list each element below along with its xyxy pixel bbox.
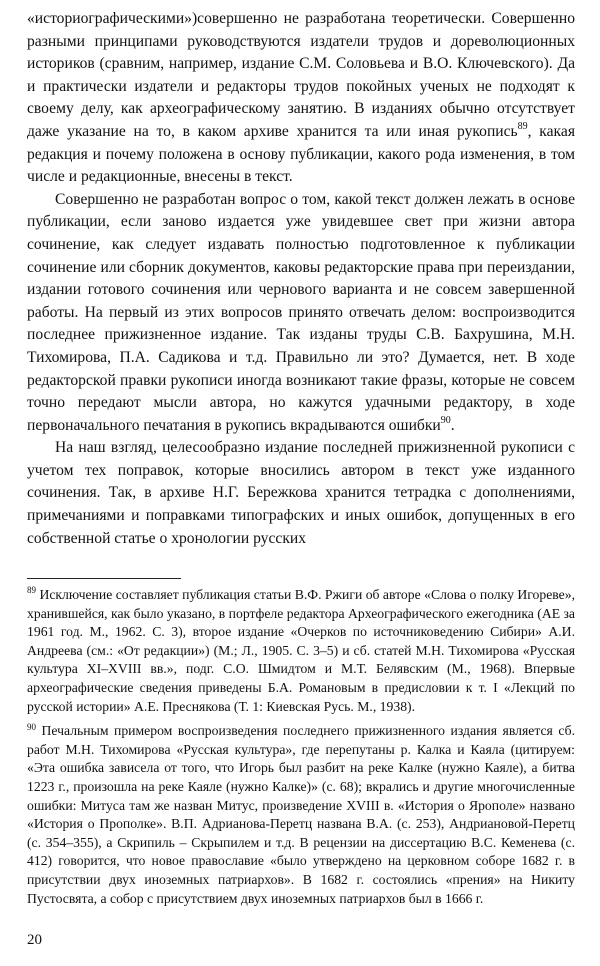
footnote-90 [27,722,575,908]
footnote-ref-90: 90 [440,414,451,426]
paragraph-text-after: , какая редакция и почему положена в основу публикации, какого рода изменения, в том числе и редакционные, внесены в текст. [27,122,575,186]
paragraph-text: «историографическими»)совершенно не разработана теоретически. Совершенно разными принципами руководствуются издатели трудов и дореволюционных историков (сравним, например, издание С.М. Соловьева и В.О. Ключевского). Да и практически издатели и редакторы трудов покойных ученых не подходят к своему делу, как археографическому занятию. В изданиях обычно отсутствует даже указание на то, в каком архиве хранится та или иная рукопись [27,10,575,140]
paragraph-text: На наш взгляд, целесообразно издание последней прижизненной рукописи с учетом тех поправок, которые вносились автором в текст уже изданного сочинения. Так, в архиве Н.Г. Бережкова хранится тетрадка с дополнениями, примечаниями и поправками типографских и иных ошибок, допущенных в его собственной статье о хронологии русских [27,439,575,547]
footnote-number: 90 [27,721,36,732]
footnote-89 [27,586,575,716]
footnote-text: Печальным примером воспроизведения последнего прижизненного издания является сб. работ М.Н. Тихомирова «Русская культура», где перепутаны р. Калка и Каяла (цитируем: «Эта ошибка зависела от того, что Игорь был разбит на реке Калке (нужно Каяле), а битва 1223 г., произошла на реке Каяле (нужно Калке)» (с. 68); вкрались и другие многочисленные ошибки: Митуса там же назван Митус, произведение XVIII в. «История о Ярополе» названо «История о Прополке». В.П. Адрианова-Перетц названа В.А. (с. 253), Андриановой-Перетц (с. 354–355), а Скрипиль – Скрыпилем и т.д. В рецензии на диссертацию В.С. Кеменева (с. 412) говорится, что новое православие «было утверждено на церковном соборе 1682 г. в присутствии двух иноземных патриархов». В 1682 г. состоялись «прения» на Никиту Пустосвята, а собор с присутствием двух иноземных патриархов был в 1666 г. [27,723,575,906]
footnote-ref-89: 89 [517,120,528,132]
main-text [27,8,575,550]
paragraph-2 [27,189,575,438]
page-number: 20 [27,932,42,948]
footnote-text: Исключение составляет публикация статьи В.Ф. Ржиги об авторе «Слова о полку Игореве», хранившейся, как было указано, в портфеле редактора Археографического ежегодника (АЕ за 1961 год. М., 1962. С. 3), второе издание «Очерков по источниковедению Сибири» А.И. Андреева (см.: «От редакции») (М.; Л., 1905. С. 3–5) и сб. статей М.Н. Тихомирова «Русская культура XI–XVIII вв.», подг. С.О. Шмидтом и М.Т. Белявским (М., 1968). Впервые археографические сведения приведены Б.А. Романовым в предисловии к т. I «Лекций по русской истории» А.Е. Преснякова (Т. 1: Киевская Русь. М., 1938). [27,587,576,714]
paragraph-1 [27,8,575,189]
paragraph-text: Совершенно не разработан вопрос о том, какой текст должен лежать в основе публикации, если заново издается уже увидевшее свет при жизни автора сочинение, как следует издавать полностью подготовленное к публикации сочинение или сборник документов, каковы редакторские права при переиздании, издании готового сочинения или чернового варианта и не совсем завершенной работы. На первый из этих вопросов принято отвечать делом: воспроизводится последнее прижизненное издание. Так изданы труды С.В. Бахрушина, М.Н. Тихомирова, П.А. Садикова и т.д. Правильно ли это? Думается, нет. В ходе редакторской правки рукописи иногда возникают такие фразы, которые не совсем точно передают мысли автора, но кажутся удачными редактору, в ходе первоначального печатания в рукопись вкрадываются ошибки [27,190,575,434]
footnote-number: 89 [27,585,36,596]
footnotes [27,586,575,914]
paragraph-3 [27,437,575,550]
paragraph-text-after: . [450,416,455,434]
footnote-divider [27,578,181,579]
